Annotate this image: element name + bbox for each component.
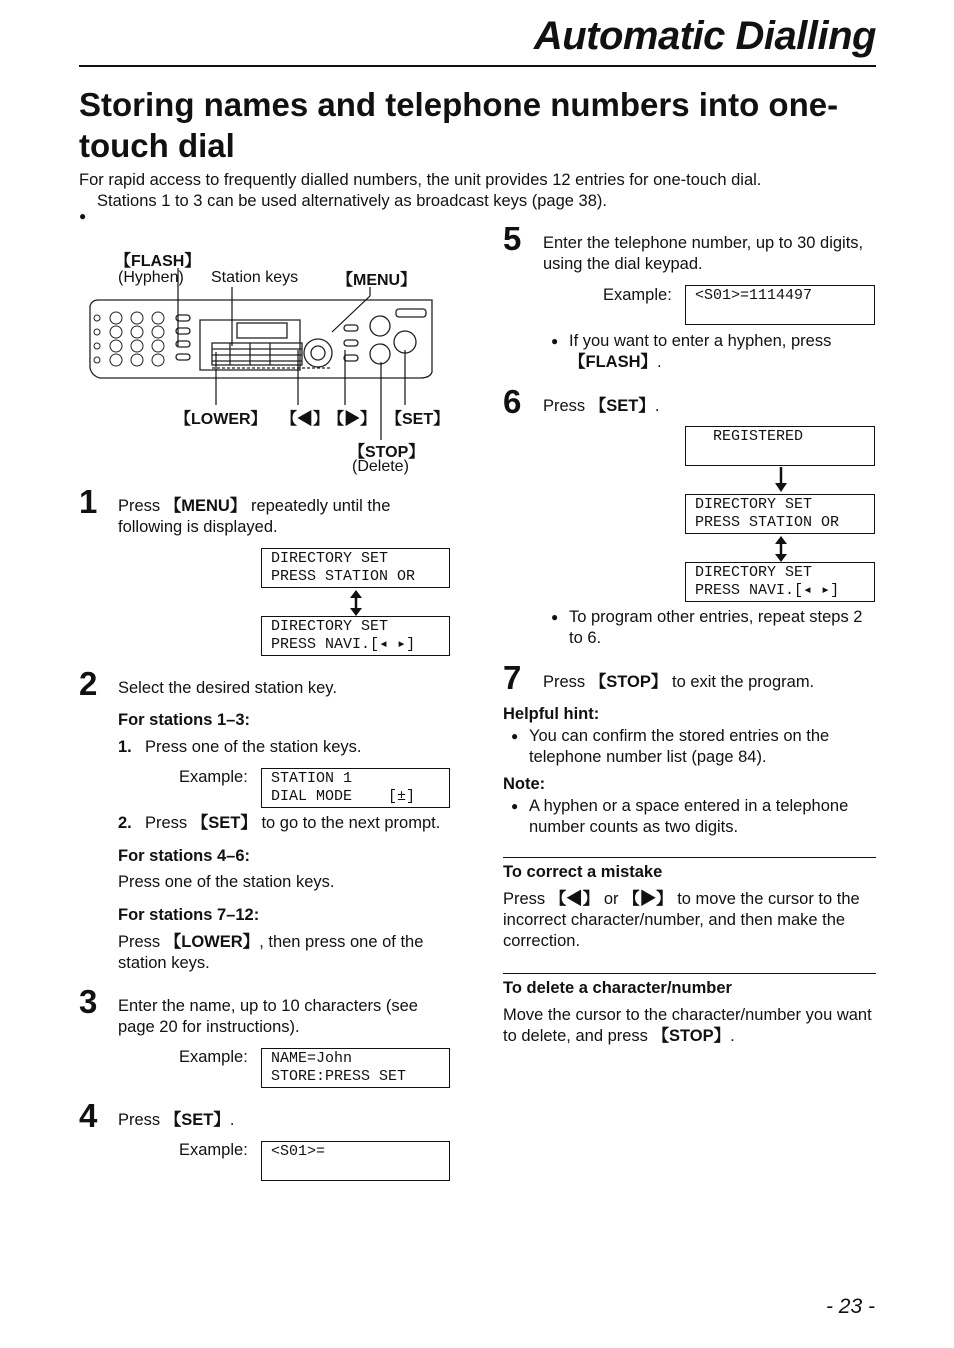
step-5-bullet: If you want to enter a hyphen, press 【FLASH】. (569, 332, 832, 371)
header-title: Automatic Dialling (533, 14, 876, 58)
step-1-number: 1 (79, 483, 98, 520)
page-title: Storing names and telephone numbers into one-touch dial (79, 86, 839, 164)
step-3-number: 3 (79, 983, 98, 1020)
step-1-lcd-2: DIRECTORY SET PRESS NAVI.[◂ ▸] (261, 616, 450, 656)
step-6-bullet: To program other entries, repeat steps 2 to 6. (569, 608, 863, 647)
step-4-number: 4 (79, 1097, 98, 1134)
step-5-lcd: <S01>=1114497 (685, 285, 875, 325)
delete-label: (Delete) (352, 458, 409, 475)
step-2-item-1-number: 1. (118, 738, 132, 756)
station-keys-label: Station keys (211, 269, 299, 286)
step-2-lcd: STATION 1 DIAL MODE [±] (261, 768, 450, 808)
step-1-lcd-1: DIRECTORY SET PRESS STATION OR (261, 548, 450, 588)
stop-label: 【STOP】 (349, 444, 425, 461)
step-3-lcd: NAME=John STORE:PRESS SET (261, 1048, 450, 1088)
set-label: 【SET】 (386, 411, 450, 428)
page-number: - 23 - (825, 1295, 875, 1318)
step-4-text: Press 【SET】. (118, 1111, 235, 1129)
step-5-text: Enter the telephone number, up to 30 digits, using the dial keypad. (543, 234, 864, 273)
example-label: Example: (603, 286, 672, 304)
arrow-down-icon (772, 467, 790, 493)
step-5-number: 5 (503, 220, 522, 257)
example-label: Example: (179, 1048, 248, 1066)
delete-title: To delete a character/number (503, 979, 732, 997)
step-6-lcd-3: DIRECTORY SET PRESS NAVI.[◂ ▸] (685, 562, 875, 602)
step-2-text: Select the desired station key. (118, 679, 337, 697)
note-text: A hyphen or a space entered in a telephone number counts as two digits. (529, 797, 849, 836)
right-arrow-label: 【▶】 (328, 411, 377, 428)
step-6-number: 6 (503, 383, 522, 420)
step-2-item-1-text: Press one of the station keys. (145, 738, 362, 756)
step-6-lcd-2: DIRECTORY SET PRESS STATION OR (685, 494, 875, 534)
step-7-text: Press 【STOP】 to exit the program. (543, 673, 815, 691)
section-divider (503, 857, 876, 858)
section-divider (503, 973, 876, 974)
stations-7-12-heading: For stations 7–12: (118, 906, 260, 924)
hint-text: You can confirm the stored entries on the telephone number list (page 84). (529, 727, 830, 766)
example-label: Example: (179, 1141, 248, 1159)
step-1-text: Press 【MENU】 repeatedly until the following is displayed. (118, 497, 391, 536)
intro-text: For rapid access to frequently dialled numbers, the unit provides 12 entries for one-touch dial. (79, 171, 762, 189)
step-2-item-2-number: 2. (118, 814, 132, 832)
correct-text: Press 【◀】 or 【▶】 to move the cursor to the incorrect character/number, and then make the correction. (503, 890, 860, 950)
double-arrow-icon (772, 536, 790, 562)
step-4-lcd: <S01>= (261, 1141, 450, 1181)
intro-bullet: Stations 1 to 3 can be used alternatively as broadcast keys (page 38). (97, 192, 607, 210)
step-2-number: 2 (79, 665, 98, 702)
note-title: Note: (503, 775, 546, 793)
lower-label: 【LOWER】 (175, 411, 267, 428)
stations-1-3-heading: For stations 1–3: (118, 711, 251, 729)
correct-title: To correct a mistake (503, 863, 663, 881)
hyphen-label: (Hyphen) (118, 269, 184, 286)
step-6-text: Press 【SET】. (543, 397, 660, 415)
hint-title: Helpful hint: (503, 705, 600, 723)
flash-label: 【FLASH】 (115, 253, 201, 270)
step-6-lcd-1: REGISTERED (685, 426, 875, 466)
example-label: Example: (179, 768, 248, 786)
stations-7-12-text: Press 【LOWER】, then press one of the station keys. (118, 933, 424, 972)
step-3-text: Enter the name, up to 10 characters (see page 20 for instructions). (118, 997, 418, 1036)
delete-text: Move the cursor to the character/number you want to delete, and press 【STOP】. (503, 1006, 872, 1045)
double-arrow-icon (347, 590, 365, 616)
stations-4-6-heading: For stations 4–6: (118, 847, 251, 865)
step-2-item-2-text: Press 【SET】 to go to the next prompt. (145, 814, 441, 832)
stations-4-6-text: Press one of the station keys. (118, 873, 335, 891)
step-7-number: 7 (503, 659, 522, 696)
menu-label: 【MENU】 (337, 272, 417, 289)
left-arrow-label: 【◀】 (281, 411, 330, 428)
